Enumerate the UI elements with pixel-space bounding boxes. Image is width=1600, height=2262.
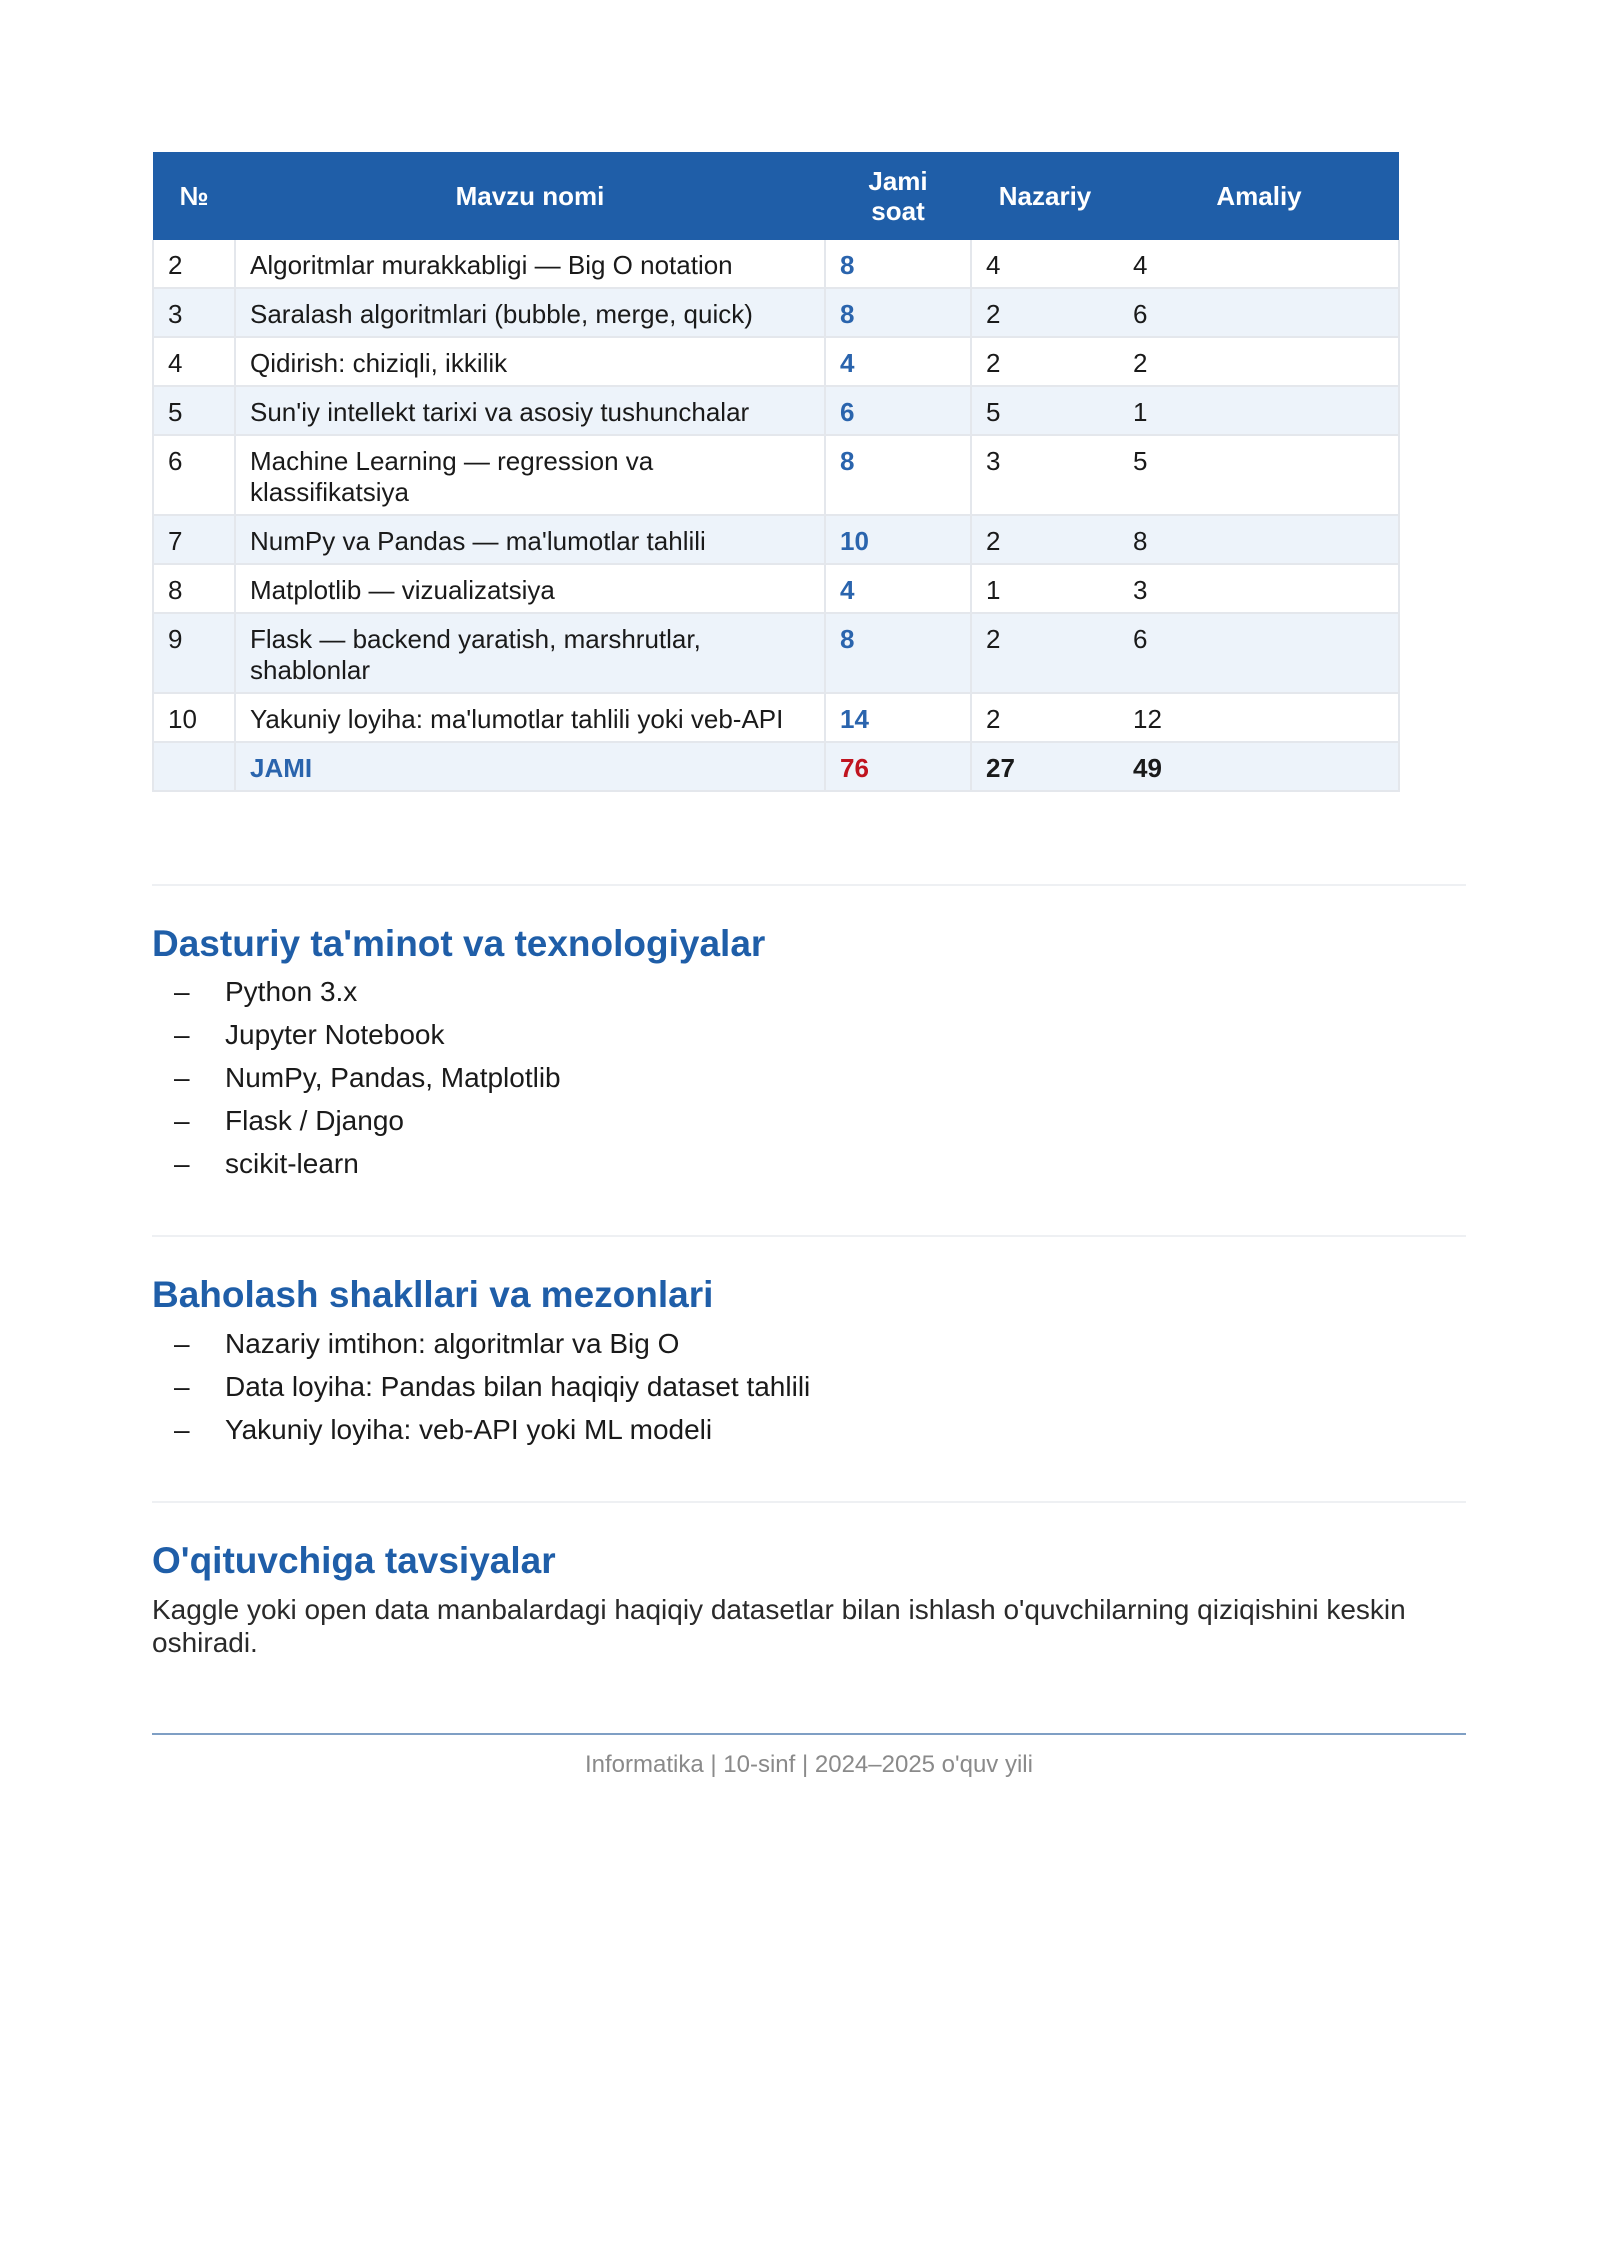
table-row bbox=[153, 564, 1399, 613]
table-row bbox=[153, 515, 1399, 564]
table-row bbox=[153, 288, 1399, 337]
software-section-title: Dasturiy ta'minot va texnologiyalar bbox=[152, 923, 766, 964]
curriculum-table bbox=[152, 152, 1400, 792]
dash-bullet: – bbox=[174, 976, 190, 1007]
total-label: JAMI bbox=[235, 742, 825, 791]
header-number: № bbox=[153, 152, 235, 240]
list-item bbox=[152, 970, 1466, 1013]
dash-bullet: – bbox=[174, 1148, 190, 1179]
cell-topic: Machine Learning — regression va klassifikatsiya bbox=[235, 435, 825, 515]
dash-bullet: – bbox=[174, 1062, 190, 1093]
dash-bullet: – bbox=[174, 1328, 190, 1359]
document-page bbox=[152, 152, 1466, 1779]
cell-practice: 2 bbox=[1119, 337, 1399, 386]
cell-total-hours: 10 bbox=[825, 515, 971, 564]
page-footer: Informatika | 10-sinf | 2024–2025 o'quv yili bbox=[585, 1751, 1033, 1778]
list-item bbox=[152, 1099, 1466, 1142]
cell-topic: Matplotlib — vizualizatsiya bbox=[235, 564, 825, 613]
header-total-line2: soat bbox=[871, 196, 925, 226]
table-row bbox=[153, 693, 1399, 742]
table-body bbox=[153, 240, 1399, 791]
table-row bbox=[153, 240, 1399, 288]
list-item-text: Yakuniy loyiha: veb-API yoki ML modeli bbox=[225, 1414, 713, 1445]
dash-bullet: – bbox=[174, 1105, 190, 1136]
cell-total-hours: 8 bbox=[825, 288, 971, 337]
cell-theory: 4 bbox=[971, 240, 1119, 288]
list-item-text: NumPy, Pandas, Matplotlib bbox=[225, 1062, 561, 1093]
cell-total-hours: 8 bbox=[825, 435, 971, 515]
cell-practice: 8 bbox=[1119, 515, 1399, 564]
cell-number: 9 bbox=[153, 613, 235, 693]
recommendations-text: Kaggle yoki open data manbalardagi haqiqiy datasetlar bilan ishlash o'quvchilarning qiziqishini keskin oshiradi. bbox=[152, 1594, 1406, 1658]
cell-practice: 6 bbox=[1119, 288, 1399, 337]
cell-practice: 1 bbox=[1119, 386, 1399, 435]
dash-bullet: – bbox=[174, 1414, 190, 1445]
cell-practice: 12 bbox=[1119, 693, 1399, 742]
assessment-list bbox=[152, 1322, 1466, 1451]
list-item-text: scikit-learn bbox=[225, 1148, 359, 1179]
assessment-section-title: Baholash shakllari va mezonlari bbox=[152, 1274, 714, 1315]
cell-number: 2 bbox=[153, 240, 235, 288]
cell-theory: 2 bbox=[971, 613, 1119, 693]
cell-theory: 2 bbox=[971, 693, 1119, 742]
cell-total-hours: 8 bbox=[825, 240, 971, 288]
cell-theory: 1 bbox=[971, 564, 1119, 613]
cell-practice: 3 bbox=[1119, 564, 1399, 613]
cell-total-hours: 14 bbox=[825, 693, 971, 742]
software-list bbox=[152, 970, 1466, 1185]
list-item bbox=[152, 1013, 1466, 1056]
header-practice: Amaliy bbox=[1119, 152, 1399, 240]
cell-number: 5 bbox=[153, 386, 235, 435]
list-item bbox=[152, 1142, 1466, 1185]
cell-theory: 3 bbox=[971, 435, 1119, 515]
list-item bbox=[152, 1365, 1466, 1408]
header-total-hours bbox=[825, 152, 971, 240]
list-item bbox=[152, 1408, 1466, 1451]
list-item bbox=[152, 1056, 1466, 1099]
cell-topic: Flask — backend yaratish, marshrutlar, shablonlar bbox=[235, 613, 825, 693]
cell-practice: 6 bbox=[1119, 613, 1399, 693]
dash-bullet: – bbox=[174, 1371, 190, 1402]
cell-number: 8 bbox=[153, 564, 235, 613]
cell-number: 10 bbox=[153, 693, 235, 742]
cell-number: 7 bbox=[153, 515, 235, 564]
cell-number: 3 bbox=[153, 288, 235, 337]
cell-topic: Saralash algoritmlari (bubble, merge, quick) bbox=[235, 288, 825, 337]
cell-total-hours: 4 bbox=[825, 564, 971, 613]
total-theory-value: 27 bbox=[971, 742, 1119, 791]
cell-practice: 4 bbox=[1119, 240, 1399, 288]
cell-number: 4 bbox=[153, 337, 235, 386]
list-item-text: Python 3.x bbox=[225, 976, 358, 1007]
table-header-row bbox=[153, 152, 1399, 240]
table-row bbox=[153, 386, 1399, 435]
table-row bbox=[153, 337, 1399, 386]
cell-number-empty bbox=[153, 742, 235, 791]
total-practice-value: 49 bbox=[1119, 742, 1399, 791]
cell-theory: 2 bbox=[971, 288, 1119, 337]
total-hours-value: 76 bbox=[825, 742, 971, 791]
cell-theory: 2 bbox=[971, 337, 1119, 386]
table-row bbox=[153, 435, 1399, 515]
header-total-line1: Jami bbox=[868, 166, 928, 196]
list-item-text: Flask / Django bbox=[225, 1105, 404, 1136]
header-topic: Mavzu nomi bbox=[235, 152, 825, 240]
cell-topic: Sun'iy intellekt tarixi va asosiy tushunchalar bbox=[235, 386, 825, 435]
recommendations-section-title: O'qituvchiga tavsiyalar bbox=[152, 1540, 556, 1581]
cell-total-hours: 8 bbox=[825, 613, 971, 693]
cell-practice: 5 bbox=[1119, 435, 1399, 515]
cell-theory: 2 bbox=[971, 515, 1119, 564]
cell-total-hours: 6 bbox=[825, 386, 971, 435]
table-row bbox=[153, 613, 1399, 693]
cell-theory: 5 bbox=[971, 386, 1119, 435]
dash-bullet: – bbox=[174, 1019, 190, 1050]
cell-topic: NumPy va Pandas — ma'lumotlar tahlili bbox=[235, 515, 825, 564]
table-total-row bbox=[153, 742, 1399, 791]
cell-topic: Yakuniy loyiha: ma'lumotlar tahlili yoki veb-API bbox=[235, 693, 825, 742]
list-item-text: Nazariy imtihon: algoritmlar va Big O bbox=[225, 1328, 680, 1359]
header-theory: Nazariy bbox=[971, 152, 1119, 240]
list-item-text: Data loyiha: Pandas bilan haqiqiy dataset tahlili bbox=[225, 1371, 811, 1402]
cell-topic: Qidirish: chiziqli, ikkilik bbox=[235, 337, 825, 386]
list-item bbox=[152, 1322, 1466, 1365]
list-item-text: Jupyter Notebook bbox=[225, 1019, 445, 1050]
cell-number: 6 bbox=[153, 435, 235, 515]
cell-total-hours: 4 bbox=[825, 337, 971, 386]
cell-topic: Algoritmlar murakkabligi — Big O notation bbox=[235, 240, 825, 288]
